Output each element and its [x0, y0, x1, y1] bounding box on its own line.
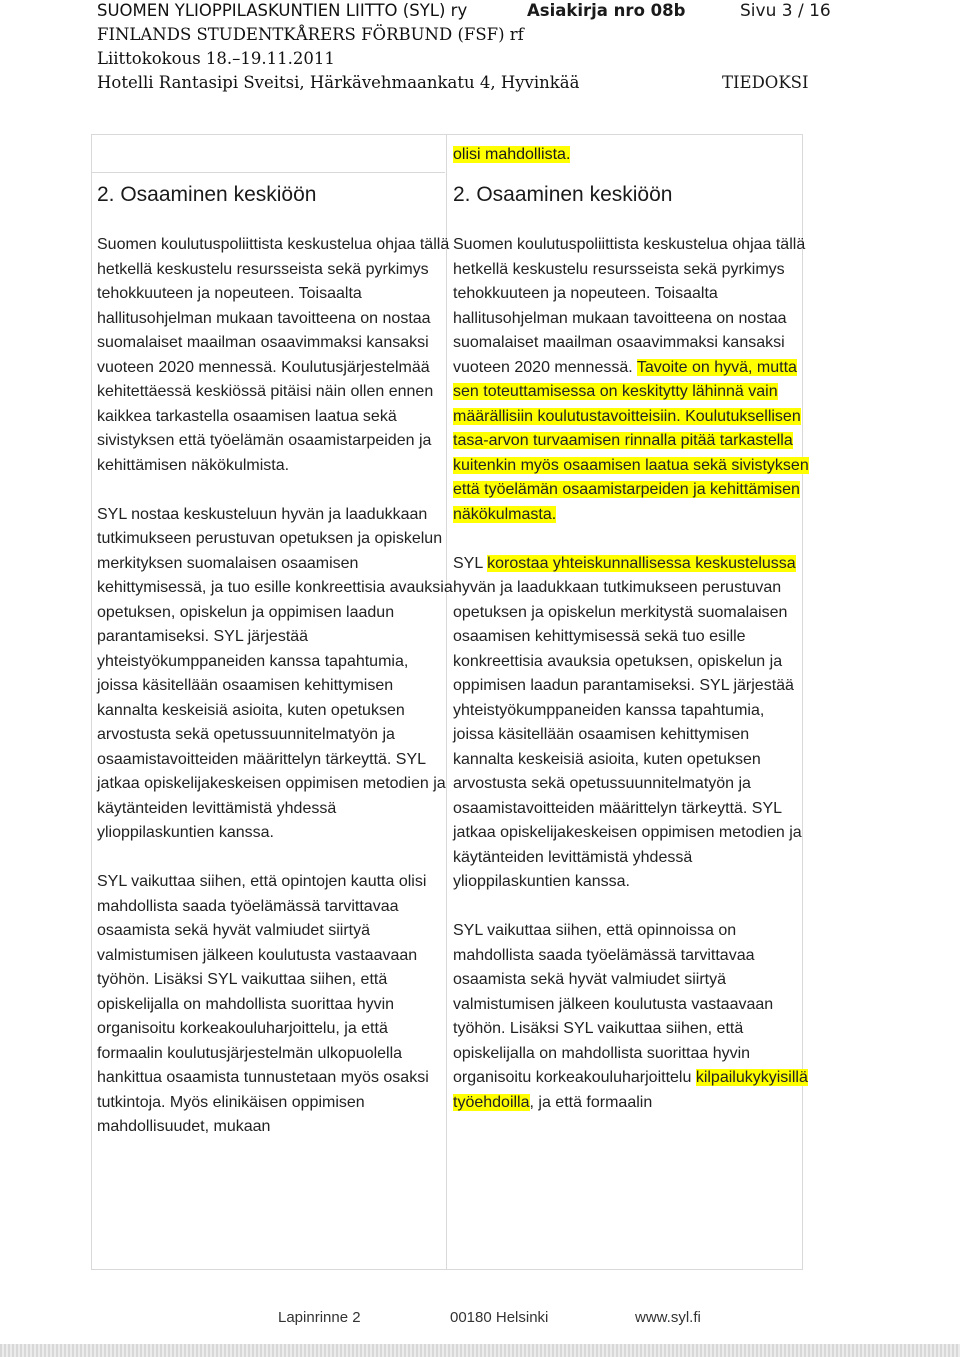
- left-paragraph-2: SYL nostaa keskusteluun hyvän ja laadukkaan tutkimukseen perustuvan opetuksen ja opiskelun merkityksen suomalaisen osaamisen kehittymisessä, ja tuo esille konkreettisia avauksia opetuksen, opiskelun ja oppimisen laadun parantamiseksi. SYL järjestää yhteistyökumppaneiden kanssa tapahtumia, joissa käsitellään osaamisen kehittymisen kannalta keskeisiä asioita, kuten opetuksen arvostusta sekä opetussuunnitelmatyön ja osaamistavoitteiden määrittelyn tärkeyttä. SYL jatkaa opiskelijakeskeisen oppimisen metodien ja käytänteiden levittämistä yhdessä ylioppilaskuntien kanssa.: [97, 505, 453, 841]
- footer-address: Lapinrinne 2: [278, 1309, 361, 1326]
- right-paragraph-3: SYL vaikuttaa siihen, että opinnoissa on mahdollista saada työelämässä tarvittavaa osaamista sekä hyvät valmiudet siirtyä valmistumisen jälkeen koulutusta vastaavaan työhön. Lisäksi SYL vaikuttaa siihen, että opiskelijalla on mahdollista suorittaa hyvin organisoitu korkeakouluharjoittelu kilpailukykyisillä työehdoilla, ja että formaalin: [453, 922, 808, 1111]
- left-paragraph-1: Suomen koulutuspoliittista keskustelua ohjaa tällä hetkellä keskustelu resursseista sekä pyrkimys tehokkuuteen ja nopeuteen. Toisaalta hallitusohjelman mukaan tavoitteena on nostaa suomalaiset maailman osaavimmaksi kansaksi vuoteen 2020 mennessä. Koulutusjärjestelmää kehitettäessä keskiössä pitäisi näin ollen ennen kaikkea tarkastella osaamisen laatua sekä sivistyksen että työelämän osaamistarpeiden ja kehittämisen näkökulmista.: [97, 236, 450, 474]
- highlight-change: korostaa yhteiskunnallisessa keskustelussa: [487, 554, 796, 572]
- document-number: Asiakirja nro 08b: [527, 1, 686, 20]
- document-header: [97, 0, 579, 96]
- footer-postal: 00180 Helsinki: [450, 1309, 549, 1326]
- meeting-location: Hotelli Rantasipi Sveitsi, Härkävehmaankatu 4, Hyvinkää: [97, 73, 580, 92]
- org-name-sv: FINLANDS STUDENTKÅRERS FÖRBUND (FSF) rf: [97, 25, 524, 44]
- right-paragraph-1: Suomen koulutuspoliittista keskustelua ohjaa tällä hetkellä keskustelu resursseista sekä pyrkimys tehokkuuteen ja nopeuteen. Toisaalta hallitusohjelman mukaan tavoitteena on nostaa suomalaiset maailman osaavimmaksi kansaksi vuoteen 2020 mennessä. Tavoite on hyvä, mutta sen toteuttamisessa on keskitytty lähinnä vain määrällisiin koulutustavoitteisiin. Koulutuksellisen tasa-arvon turvaamisen rinnalla pitää tarkastella kuitenkin myös osaamisen laatua sekä sivistyksen että työelämän osaamistarpeiden ja kehittämisen näkökulmasta.: [453, 236, 809, 523]
- left-column-original: [97, 233, 453, 1140]
- document-status: TIEDOKSI: [722, 73, 809, 92]
- footer-website[interactable]: www.syl.fi: [635, 1309, 701, 1326]
- highlight-change: kilpailukykyisillä työehdoilla: [453, 1069, 808, 1111]
- meeting-info: Liittokokous 18.–19.11.2011: [97, 49, 335, 68]
- org-name-fi: SUOMEN YLIOPPILASKUNTIEN LIITTO (SYL) ry: [97, 1, 468, 20]
- left-paragraph-3: SYL vaikuttaa siihen, että opintojen kautta olisi mahdollista saada työelämässä tarvittavaa osaamista sekä hyvät valmiudet siirtyä valmistumisen jälkeen koulutusta vastaavaan työhön. Lisäksi SYL vaikuttaa siihen, että opiskelijalla on mahdollista suorittaa hyvin organisoitu korkeakouluharjoittelu, ja että formaalin koulutusjärjestelmän ulkopuolella hankittua osaamista tunnustetaan myös osaksi tutkintoja. Myös elinikäisen oppimisen mahdollisuudet, mukaan: [97, 873, 429, 1135]
- highlight-change: Tavoite on hyvä, mutta sen toteuttamisessa on keskitytty lähinnä vain määrällisiin koulutustavoitteisiin. Koulutuksellisen tasa-arvon turvaamisen rinnalla pitää tarkastella kuitenkin myös osaamisen laatua sekä sivistyksen että työelämän osaamistarpeiden ja kehittämisen näkökulmasta.: [453, 358, 809, 523]
- right-carryover-text: olisi mahdollista.: [453, 146, 571, 163]
- right-paragraph-2: SYL korostaa yhteiskunnallisessa keskustelussa hyvän ja laadukkaan tutkimukseen perustuvan opetuksen ja opiskelun merkitystä suomalaisen osaamisen kehittymisessä sekä tuo esille konkreettisia avauksia opetuksen, opiskelun ja oppimisen laadun parantamiseksi. SYL järjestää yhteistyökumppaneiden kanssa tapahtumia, joissa käsitellään osaamisen kehittymisen kannalta keskeisiä asioita, kuten opetuksen arvostusta sekä opetussuunnitelmatyön ja osaamistavoitteiden määrittelyn tärkeyttä. SYL jatkaa opiskelijakeskeisen oppimisen metodien ja käytänteiden levittämistä yhdessä ylioppilaskuntien kanssa.: [453, 554, 802, 890]
- right-column-amended: [453, 233, 809, 1115]
- page-bottom-edge: [0, 1344, 960, 1357]
- table-row-divider: [91, 172, 445, 173]
- page-number: Sivu 3 / 16: [740, 1, 831, 21]
- left-section-heading: 2. Osaaminen keskiöön: [97, 183, 317, 206]
- right-section-heading: 2. Osaaminen keskiöön: [453, 183, 673, 206]
